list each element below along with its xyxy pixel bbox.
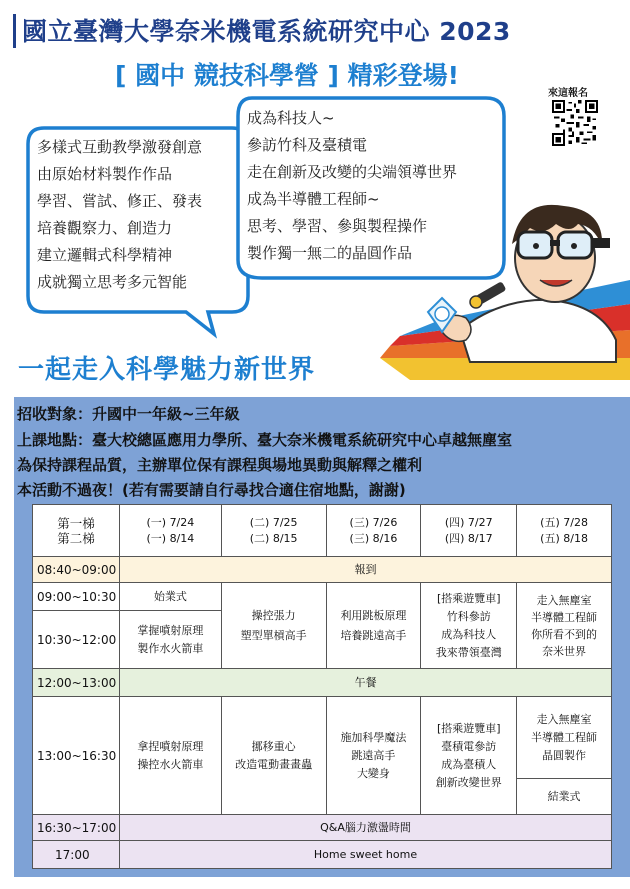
bubble-left-text [37, 136, 202, 294]
page-subtitle: [ 國中 競技科學營 ] 精彩登場! [115, 61, 460, 90]
day-header: (二) 7/25 (二) 8/15 [221, 505, 326, 557]
bubble-right-line: 參訪竹科及臺積電 [247, 136, 368, 154]
time-cell: 12:00~13:00 [33, 669, 120, 697]
schedule-header-row [33, 505, 612, 557]
home-cell: Home sweet home [119, 841, 611, 869]
info-line: 本活動不過夜！(若有需要請自行尋找合適住宿地點，謝謝) [17, 481, 406, 499]
checkin-cell: 報到 [119, 557, 611, 583]
day-header: (四) 7/27 (四) 8/17 [421, 505, 517, 557]
schedule-row [33, 669, 612, 697]
bubble-right-line: 成為科技人~ [247, 109, 335, 127]
session-cell: 拿捏噴射原理 操控水火箭車 [119, 697, 221, 815]
schedule-row [33, 841, 612, 869]
info-line: 為保持課程品質，主辦單位保有課程與場地異動與解釋之權利 [17, 456, 423, 474]
bubble-left-line: 由原始材料製作作品 [37, 165, 173, 183]
schedule-row [33, 697, 612, 779]
info-line: 上課地點：臺大校總區應用力學所、臺大奈米機電系統研究中心卓越無塵室 [17, 431, 513, 449]
bubble-left-line: 多樣式互動教學激發創意 [37, 138, 203, 156]
time-cell: 10:30~12:00 [33, 611, 120, 669]
qr-label: 來這報名 [548, 88, 588, 99]
scientist-illustration [380, 180, 630, 410]
time-cell: 17:00 [33, 841, 120, 869]
day-header: (三) 7/26 (三) 8/16 [326, 505, 421, 557]
page-title: 國立臺灣大學奈米機電系統研究中心 2023 [22, 17, 511, 46]
time-cell: 08:40~09:00 [33, 557, 120, 583]
bubble-right-line: 製作獨一無二的晶圓作品 [247, 244, 413, 262]
bubble-left-line: 建立邏輯式科學精神 [37, 246, 173, 264]
bubble-left-line: 成就獨立思考多元智能 [37, 273, 188, 291]
opening-cell: 始業式 [119, 583, 221, 611]
schedule-row [33, 557, 612, 583]
bubble-right-line: 走在創新及改變的尖端領導世界 [247, 163, 458, 181]
schedule-table [32, 504, 612, 869]
time-cell: 16:30~17:00 [33, 815, 120, 841]
time-cell: 13:00~16:30 [33, 697, 120, 815]
session-cell: [搭乘遊覽車] 竹科參訪 成為科技人 我來帶領臺灣 [421, 583, 517, 669]
bubble-left-line: 學習、嘗試、修正、發表 [37, 192, 203, 210]
batch-header: 第一梯 第二梯 [33, 505, 120, 557]
session-cell: 利用跳板原理 培養跳遠高手 [326, 583, 421, 669]
bubble-left-line: 培養觀察力、創造力 [37, 219, 173, 237]
session-cell: 走入無塵室 半導體工程師 晶圓製作 [517, 697, 612, 779]
schedule-row [33, 815, 612, 841]
day-header: (五) 7/28 (五) 8/18 [517, 505, 612, 557]
session-cell: 掌握噴射原理 製作水火箭車 [119, 611, 221, 669]
schedule-row [33, 583, 612, 611]
time-cell: 09:00~10:30 [33, 583, 120, 611]
session-cell: 走入無塵室 半導體工程師 你所看不到的 奈米世界 [517, 583, 612, 669]
day-header: (一) 7/24 (一) 8/14 [119, 505, 221, 557]
session-cell: 挪移重心 改造電動畫畫蟲 [221, 697, 326, 815]
lunch-cell: 午餐 [119, 669, 611, 697]
closing-cell: 結業式 [517, 779, 612, 815]
qa-cell: Q&A腦力激盪時間 [119, 815, 611, 841]
session-cell: 施加科學魔法 跳遠高手 大變身 [326, 697, 421, 815]
slogan: 一起走入科學魅力新世界 [18, 355, 316, 385]
bubble-right-line: 成為半導體工程師~ [247, 190, 380, 208]
session-cell: [搭乘遊覽車] 臺積電參訪 成為臺積人 創新改變世界 [421, 697, 517, 815]
bubble-right-line: 思考、學習、參與製程操作 [247, 217, 428, 235]
info-line: 招收對象：升國中一年級~三年級 [17, 405, 240, 423]
session-cell: 操控張力 塑型單槓高手 [221, 583, 326, 669]
